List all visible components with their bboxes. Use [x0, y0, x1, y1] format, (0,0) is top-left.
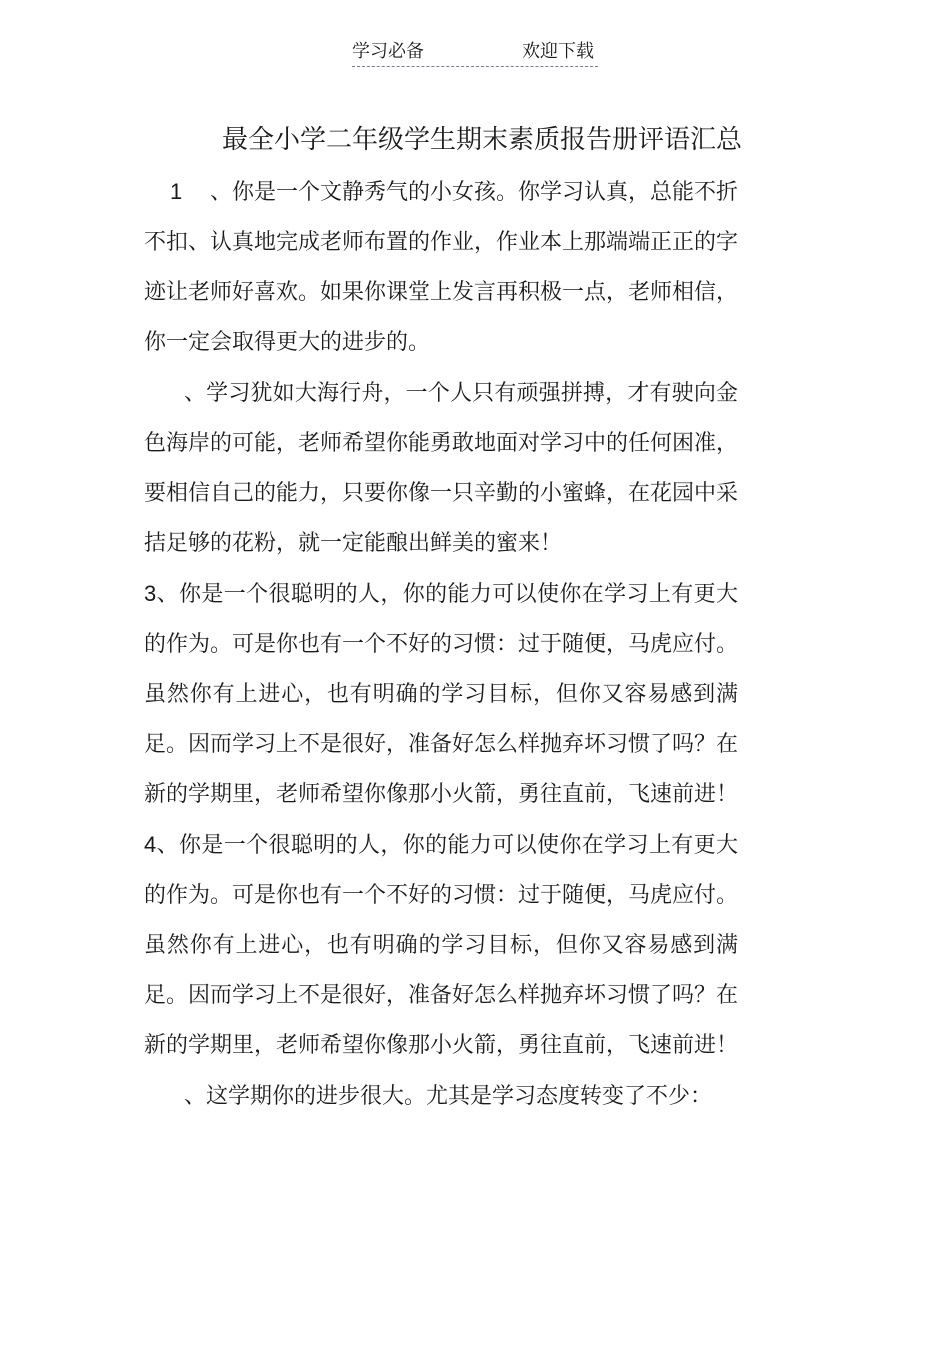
- comment-item-5: [144, 1071, 738, 1122]
- header-left-text: 学习必备: [352, 41, 424, 62]
- document-title: 最全小学二年级学生期末素质报告册评语汇总: [221, 125, 742, 155]
- document-body: [144, 167, 738, 1122]
- item-text: 、你是一个很聪明的人，你的能力可以使你在学习上有更大的作为。可是你也有一个不好的习惯：过于随便，马虎应付。虽然你有上进心，也有明确的学习目标，但你又容易感到满足。因而学习上不是很好，准备好怎么样抛弃坏习惯了吗？在新的学期里，老师希望你像那小火箭，勇往直前，飞速前进！: [144, 582, 739, 807]
- item-text: 、这学期你的进步很大。尤其是学习态度转变了不少：: [184, 1084, 713, 1109]
- item-text: 、你是一个文静秀气的小女孩。你学习认真，总能不折不扣、认真地完成老师布置的作业，作业本上那端端正正的字迹让老师好喜欢。如果你课堂上发言再积极一点，老师相信，你一定会取得更大的进步的。: [144, 180, 739, 355]
- comment-item-1: [144, 167, 738, 368]
- item-number: 4: [144, 832, 157, 857]
- item-text: 、学习犹如大海行舟，一个人只有顽强拼搏，才有驶向金色海岸的可能，老师希望你能勇敢地面对学习中的任何困准，要相信自己的能力，只要你像一只辛勤的小蜜蜂，在花园中采拮足够的花粉，就一定能酿出鲜美的蜜来！: [144, 381, 739, 556]
- item-number: 3: [144, 581, 157, 606]
- page-header: [352, 40, 598, 67]
- comment-item-4: [144, 820, 738, 1071]
- item-number: 1: [170, 179, 183, 204]
- comment-item-3: [144, 569, 738, 820]
- item-text: 、你是一个很聪明的人，你的能力可以使你在学习上有更大的作为。可是你也有一个不好的习惯：过于随便，马虎应付。虽然你有上进心，也有明确的学习目标，但你又容易感到满足。因而学习上不是很好，准备好怎么样抛弃坏习惯了吗？在新的学期里，老师希望你像那小火箭，勇往直前，飞速前进！: [144, 833, 739, 1058]
- header-right-text: 欢迎下载: [522, 41, 594, 62]
- comment-item-2: [144, 368, 738, 569]
